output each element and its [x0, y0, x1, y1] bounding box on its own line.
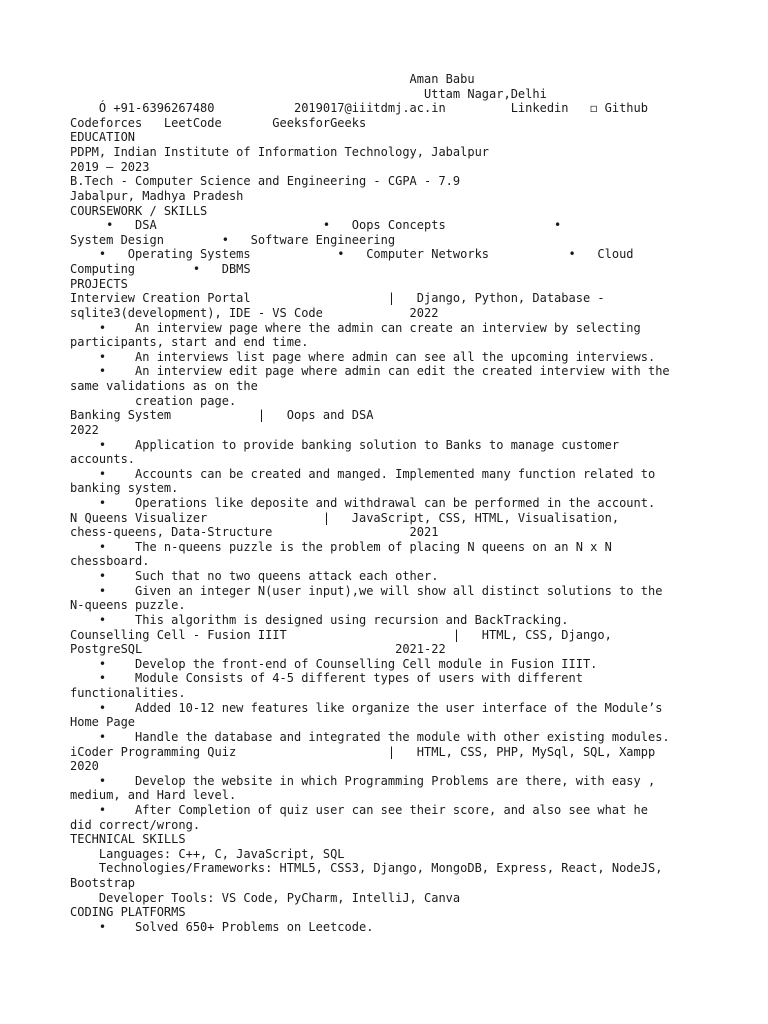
text-line: Interview Creation Portal | Django, Python, Database - [70, 291, 605, 306]
text-line: functionalities. [70, 686, 186, 701]
text-line: Technologies/Frameworks: HTML5, CSS3, Django, MongoDB, Express, React, NodeJS, [70, 861, 663, 876]
text-line: • After Completion of quiz user can see their score, and also see what he [70, 803, 648, 817]
text-line: Counselling Cell - Fusion IIIT | HTML, CSS, Django, [70, 627, 612, 642]
text-line: same validations as on the [70, 379, 258, 394]
text-line: • Module Consists of 4-5 different types of users with different [70, 671, 583, 686]
text-line: • Develop the website in which Programming Problems are there, with easy , [70, 773, 656, 788]
text-line: PDPM, Indian Institute of Information Technology, Jabalpur [70, 145, 490, 160]
text-line: Bootstrap [70, 876, 136, 891]
text-line: sqlite3(development), IDE - VS Code 2022 [70, 305, 439, 320]
text-line: • Handle the database and integrated the module with other existing modules. [70, 729, 670, 744]
text-line: • Solved 650+ Problems on Leetcode. [70, 919, 374, 934]
text-line: banking system. [70, 481, 179, 496]
text-line: • Given an integer N(user input),we will show all distinct solutions to the [70, 583, 663, 598]
text-line: 2020 [70, 759, 99, 774]
text-line: Banking System | Oops and DSA [70, 408, 374, 423]
text-line: • Accounts can be created and manged. Implemented many function related to [70, 466, 656, 481]
text-line: Computing • DBMS [70, 262, 251, 277]
text-line: iCoder Programming Quiz | HTML, CSS, PHP, MySql, SQL, Xampp [70, 744, 656, 759]
text-line: • Such that no two queens attack each other. [70, 569, 439, 584]
text-line: Uttam Nagar,Delhi [70, 86, 547, 101]
text-line: System Design • Software Engineering [70, 232, 396, 247]
text-line: Jabalpur, Madhya Pradesh [70, 188, 244, 203]
text-line: chess-queens, Data-Structure 2021 [70, 525, 439, 540]
text-line: Home Page [70, 715, 136, 730]
text-line: did correct/wrong. [70, 817, 201, 832]
text-line: • This algorithm is designed using recursion and BackTracking. [70, 612, 569, 627]
text-line: • Develop the front-end of Counselling Cell module in Fusion IIIT. [70, 656, 598, 671]
text-line: TECHNICAL SKILLS [70, 832, 186, 847]
text-line: Ó +91-6396267480 2019017@iiitdmj.ac.in Linkedin ◻ Github [70, 101, 648, 116]
text-line: EDUCATION [70, 130, 136, 145]
text-line: PostgreSQL 2021-22 [70, 642, 446, 657]
text-line: accounts. [70, 452, 136, 467]
text-line: Developer Tools: VS Code, PyCharm, IntelliJ, Canva [70, 890, 461, 905]
text-line: PROJECTS [70, 276, 128, 291]
text-line: • Operating Systems • Computer Networks • Cloud [70, 247, 634, 262]
text-line: • An interview page where the admin can create an interview by selecting [70, 320, 641, 335]
text-line: Codeforces LeetCode GeeksforGeeks [70, 115, 367, 130]
text-line: • Added 10-12 new features like organize the user interface of the Module’s [70, 700, 663, 715]
text-line: • Operations like deposite and withdrawal can be performed in the account. [70, 495, 656, 510]
text-line: • An interviews list page where admin can see all the upcoming interviews. [70, 349, 656, 364]
text-line: N-queens puzzle. [70, 598, 186, 613]
text-line: • The n-queens puzzle is the problem of placing N queens on an N x N [70, 539, 612, 554]
text-line: medium, and Hard level. [70, 788, 237, 803]
text-line: CODING PLATFORMS [70, 905, 186, 920]
text-line: • Application to provide banking solution to Banks to manage customer [70, 437, 620, 452]
text-line: 2022 [70, 422, 99, 437]
text-line: chessboard. [70, 554, 150, 569]
text-line: creation page. [70, 393, 237, 408]
text-line: participants, start and end time. [70, 335, 309, 350]
text-line: Languages: C++, C, JavaScript, SQL [70, 846, 345, 861]
text-line: B.Tech - Computer Science and Engineering - CGPA - 7.9 [70, 174, 461, 189]
text-line: Aman Babu [70, 72, 475, 86]
text-line: • An interview edit page where admin can edit the created interview with the [70, 364, 670, 379]
text-line: N Queens Visualizer | JavaScript, CSS, HTML, Visualisation, [70, 510, 620, 525]
text-line: COURSEWORK / SKILLS [70, 203, 208, 218]
text-line: • DSA • Oops Concepts • [70, 218, 562, 233]
text-line: 2019 – 2023 [70, 159, 150, 174]
